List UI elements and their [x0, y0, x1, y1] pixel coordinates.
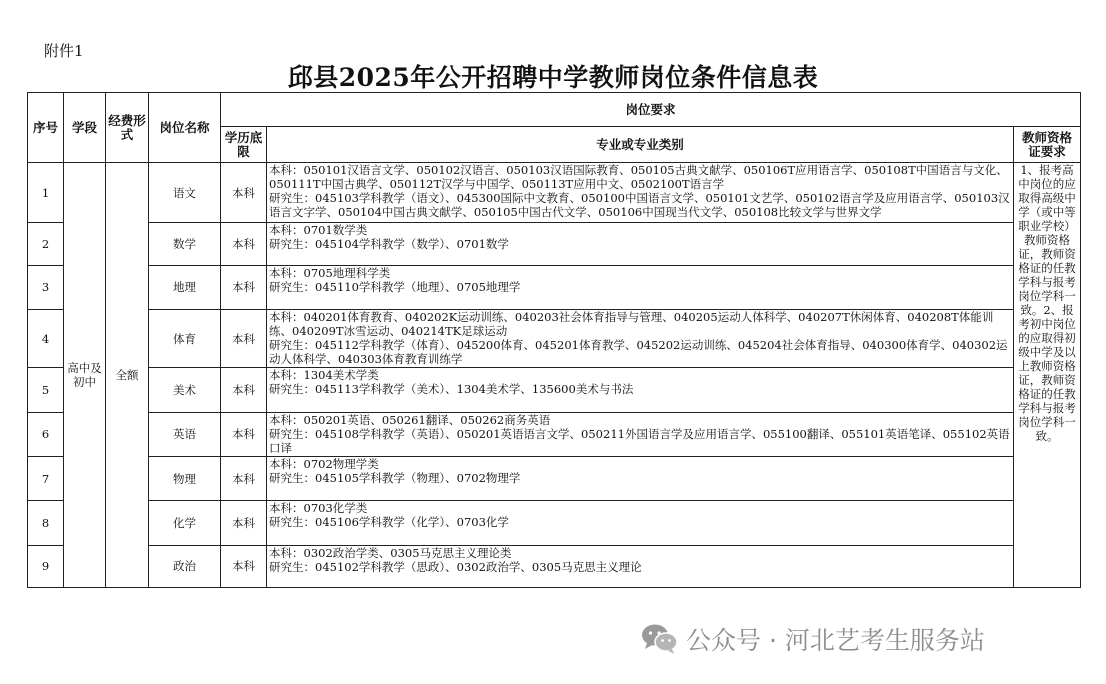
table-row	[28, 545, 1081, 587]
major-requirements	[267, 412, 1014, 456]
watermark-text: 公众号 · 河北艺考生服务站	[686, 626, 985, 655]
major-requirements	[267, 163, 1014, 223]
row-index: 5	[28, 368, 64, 412]
major-line: 本科：0302政治学类、0305马克思主义理论类	[269, 545, 512, 560]
header-major: 专业或专业类别	[267, 127, 1014, 163]
education-level: 本科	[221, 368, 267, 412]
table-row	[28, 310, 1081, 368]
table-row	[28, 412, 1081, 456]
header-stage: 学段	[64, 93, 106, 163]
table-row	[28, 223, 1081, 265]
header-index: 序号	[28, 93, 64, 163]
major-line: 本科：050201英语、050261翻译、050262商务英语	[269, 412, 551, 427]
position-name: 美术	[149, 368, 221, 412]
major-line: 研究生：045113学科教学（美术）、1304美术学、135600美术与书法	[269, 382, 634, 397]
major-line: 本科：0701数学类	[269, 223, 368, 238]
row-index: 7	[28, 457, 64, 501]
education-level: 本科	[221, 310, 267, 368]
row-index: 9	[28, 545, 64, 587]
row-index: 8	[28, 501, 64, 545]
education-level: 本科	[221, 265, 267, 309]
position-info-table	[27, 92, 1081, 588]
position-name: 语文	[149, 163, 221, 223]
major-line: 本科：0705地理科学类	[269, 265, 391, 280]
major-line: 研究生：045108学科教学（英语）、050201英语语言文学、050211外国语言学及应用语言学、055100翻译、055101英语笔译、055102英语口译	[269, 426, 1010, 455]
position-name: 英语	[149, 412, 221, 456]
major-line: 研究生：045105学科教学（物理）、0702物理学	[269, 471, 521, 486]
education-level: 本科	[221, 457, 267, 501]
position-name: 体育	[149, 310, 221, 368]
major-line: 本科：1304美术学类	[269, 368, 379, 383]
major-requirements	[267, 265, 1014, 309]
header-education: 学历底限	[221, 127, 267, 163]
major-line: 本科：0702物理学类	[269, 457, 379, 472]
education-level: 本科	[221, 412, 267, 456]
table-body	[28, 163, 1081, 588]
table-row	[28, 457, 1081, 501]
wechat-icon	[640, 622, 680, 656]
major-line: 研究生：045103学科教学（语文）、045300国际中文教育、050100中国语言文学、050101文艺学、050102语言学及应用语言学、050103汉语言文字学、050104中国古典文献学、050105中国古代文学、050106中国现当代文学、050108比较文学与世界文学	[269, 191, 1010, 219]
position-name: 物理	[149, 457, 221, 501]
page-title: 邱县2025年公开招聘中学教师岗位条件信息表	[287, 63, 819, 92]
education-level: 本科	[221, 163, 267, 223]
table-row	[28, 163, 1081, 223]
major-line: 本科：040201体育教育、040202K运动训练、040203社会体育指导与管理、040205运动人体科学、040207T休闲体育、040208T体能训练、040209T冰雪运动、040214TK足球运动	[269, 310, 994, 339]
major-line: 本科：0703化学类	[269, 501, 368, 516]
major-requirements	[267, 368, 1014, 412]
header-requirements: 岗位要求	[221, 93, 1081, 127]
row-index: 4	[28, 310, 64, 368]
watermark	[640, 622, 985, 656]
major-requirements	[267, 223, 1014, 265]
education-level: 本科	[221, 223, 267, 265]
row-index: 2	[28, 223, 64, 265]
table-row	[28, 368, 1081, 412]
major-requirements	[267, 545, 1014, 587]
row-index: 3	[28, 265, 64, 309]
major-requirements	[267, 310, 1014, 368]
major-line: 研究生：045106学科教学（化学）、0703化学	[269, 515, 509, 530]
education-level: 本科	[221, 501, 267, 545]
position-name: 数学	[149, 223, 221, 265]
row-index: 6	[28, 412, 64, 456]
major-line: 研究生：045102学科教学（思政）、0302政治学、0305马克思主义理论	[269, 559, 642, 574]
position-name: 地理	[149, 265, 221, 309]
header-position: 岗位名称	[149, 93, 221, 163]
major-requirements	[267, 501, 1014, 545]
header-funding: 经费形式	[106, 93, 149, 163]
major-line: 研究生：045104学科教学（数学）、0701数学	[269, 237, 509, 252]
funding-cell: 全额	[106, 163, 149, 588]
position-name: 化学	[149, 501, 221, 545]
major-line: 本科：050101汉语言文学、050102汉语言、050103汉语国际教育、050105古典文献学、050106T应用语言学、050108T中国语言与文化、050111T中国古典学、050112T汉学与中国学、050113T应用中文、0502100T语言学	[269, 163, 1008, 191]
stage-cell: 高中及初中	[64, 163, 106, 588]
table-row	[28, 501, 1081, 545]
major-line: 研究生：045112学科教学（体育）、045200体育、045201体育教学、045202运动训练、045204社会体育指导、040300体育学、040302运动人体科学、040303体育教育训练学	[269, 338, 1008, 367]
certificate-requirement: 1、报考高中岗位的应取得高级中学（或中等职业学校）教师资格证，教师资格证的任教学科与报考岗位学科一致。2、报考初中岗位的应取得初级中学及以上教师资格证，教师资格证的任教学科与报考岗位学科一致。	[1014, 163, 1081, 588]
table-row	[28, 265, 1081, 309]
education-level: 本科	[221, 545, 267, 587]
major-line: 研究生：045110学科教学（地理）、0705地理学	[269, 279, 521, 294]
header-row-top	[28, 93, 1081, 127]
attachment-label: 附件1	[44, 42, 84, 60]
major-requirements	[267, 457, 1014, 501]
header-certificate: 教师资格证要求	[1014, 127, 1081, 163]
row-index: 1	[28, 163, 64, 223]
position-name: 政治	[149, 545, 221, 587]
